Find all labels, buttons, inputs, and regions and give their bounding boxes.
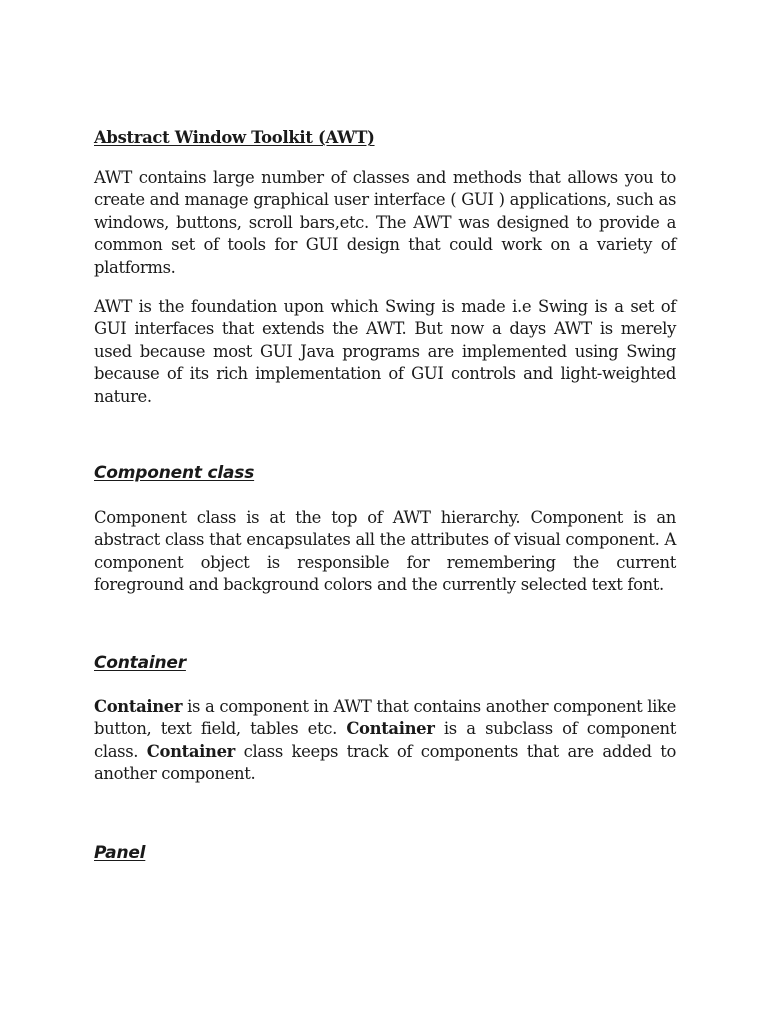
container-keyword-2: Container <box>346 719 435 739</box>
container-keyword-1: Container <box>94 697 183 716</box>
container-paragraph <box>94 696 676 786</box>
panel-heading: Panel <box>94 843 146 863</box>
container-text-2: is a subclass of component class. <box>94 719 676 761</box>
document-title: Abstract Window Toolkit (AWT) <box>94 128 375 147</box>
component-class-heading: Component class <box>94 463 255 483</box>
component-class-paragraph: Component class is at the top of AWT hierarchy. Component is an abstract class that encapsulates all the attributes of visual component. A component object is responsible for remembering the current foreground and background colors and the currently selected text font. <box>94 508 676 595</box>
container-heading: Container <box>94 653 186 673</box>
container-text-3: class keeps track of components that are added to another component. <box>94 741 676 784</box>
container-text-1: is a component in AWT that contains another component like button, text field, tables etc. <box>94 697 676 739</box>
intro-paragraph-2: AWT is the foundation upon which Swing is made i.e Swing is a set of GUI interfaces that extends the AWT. But now a days AWT is merely used because most GUI Java programs are implemented using Swing because of its rich implementation of GUI controls and light-weighted nature. <box>94 297 676 406</box>
container-keyword-3: Container <box>146 741 235 761</box>
intro-paragraph-1: AWT contains large number of classes and methods that allows you to create and manage graphical user interface ( GUI ) applications, such as windows, buttons, scroll bars,etc. The AWT was designed to provide a common set of tools for GUI design that could work on a variety of platforms. <box>94 168 676 277</box>
